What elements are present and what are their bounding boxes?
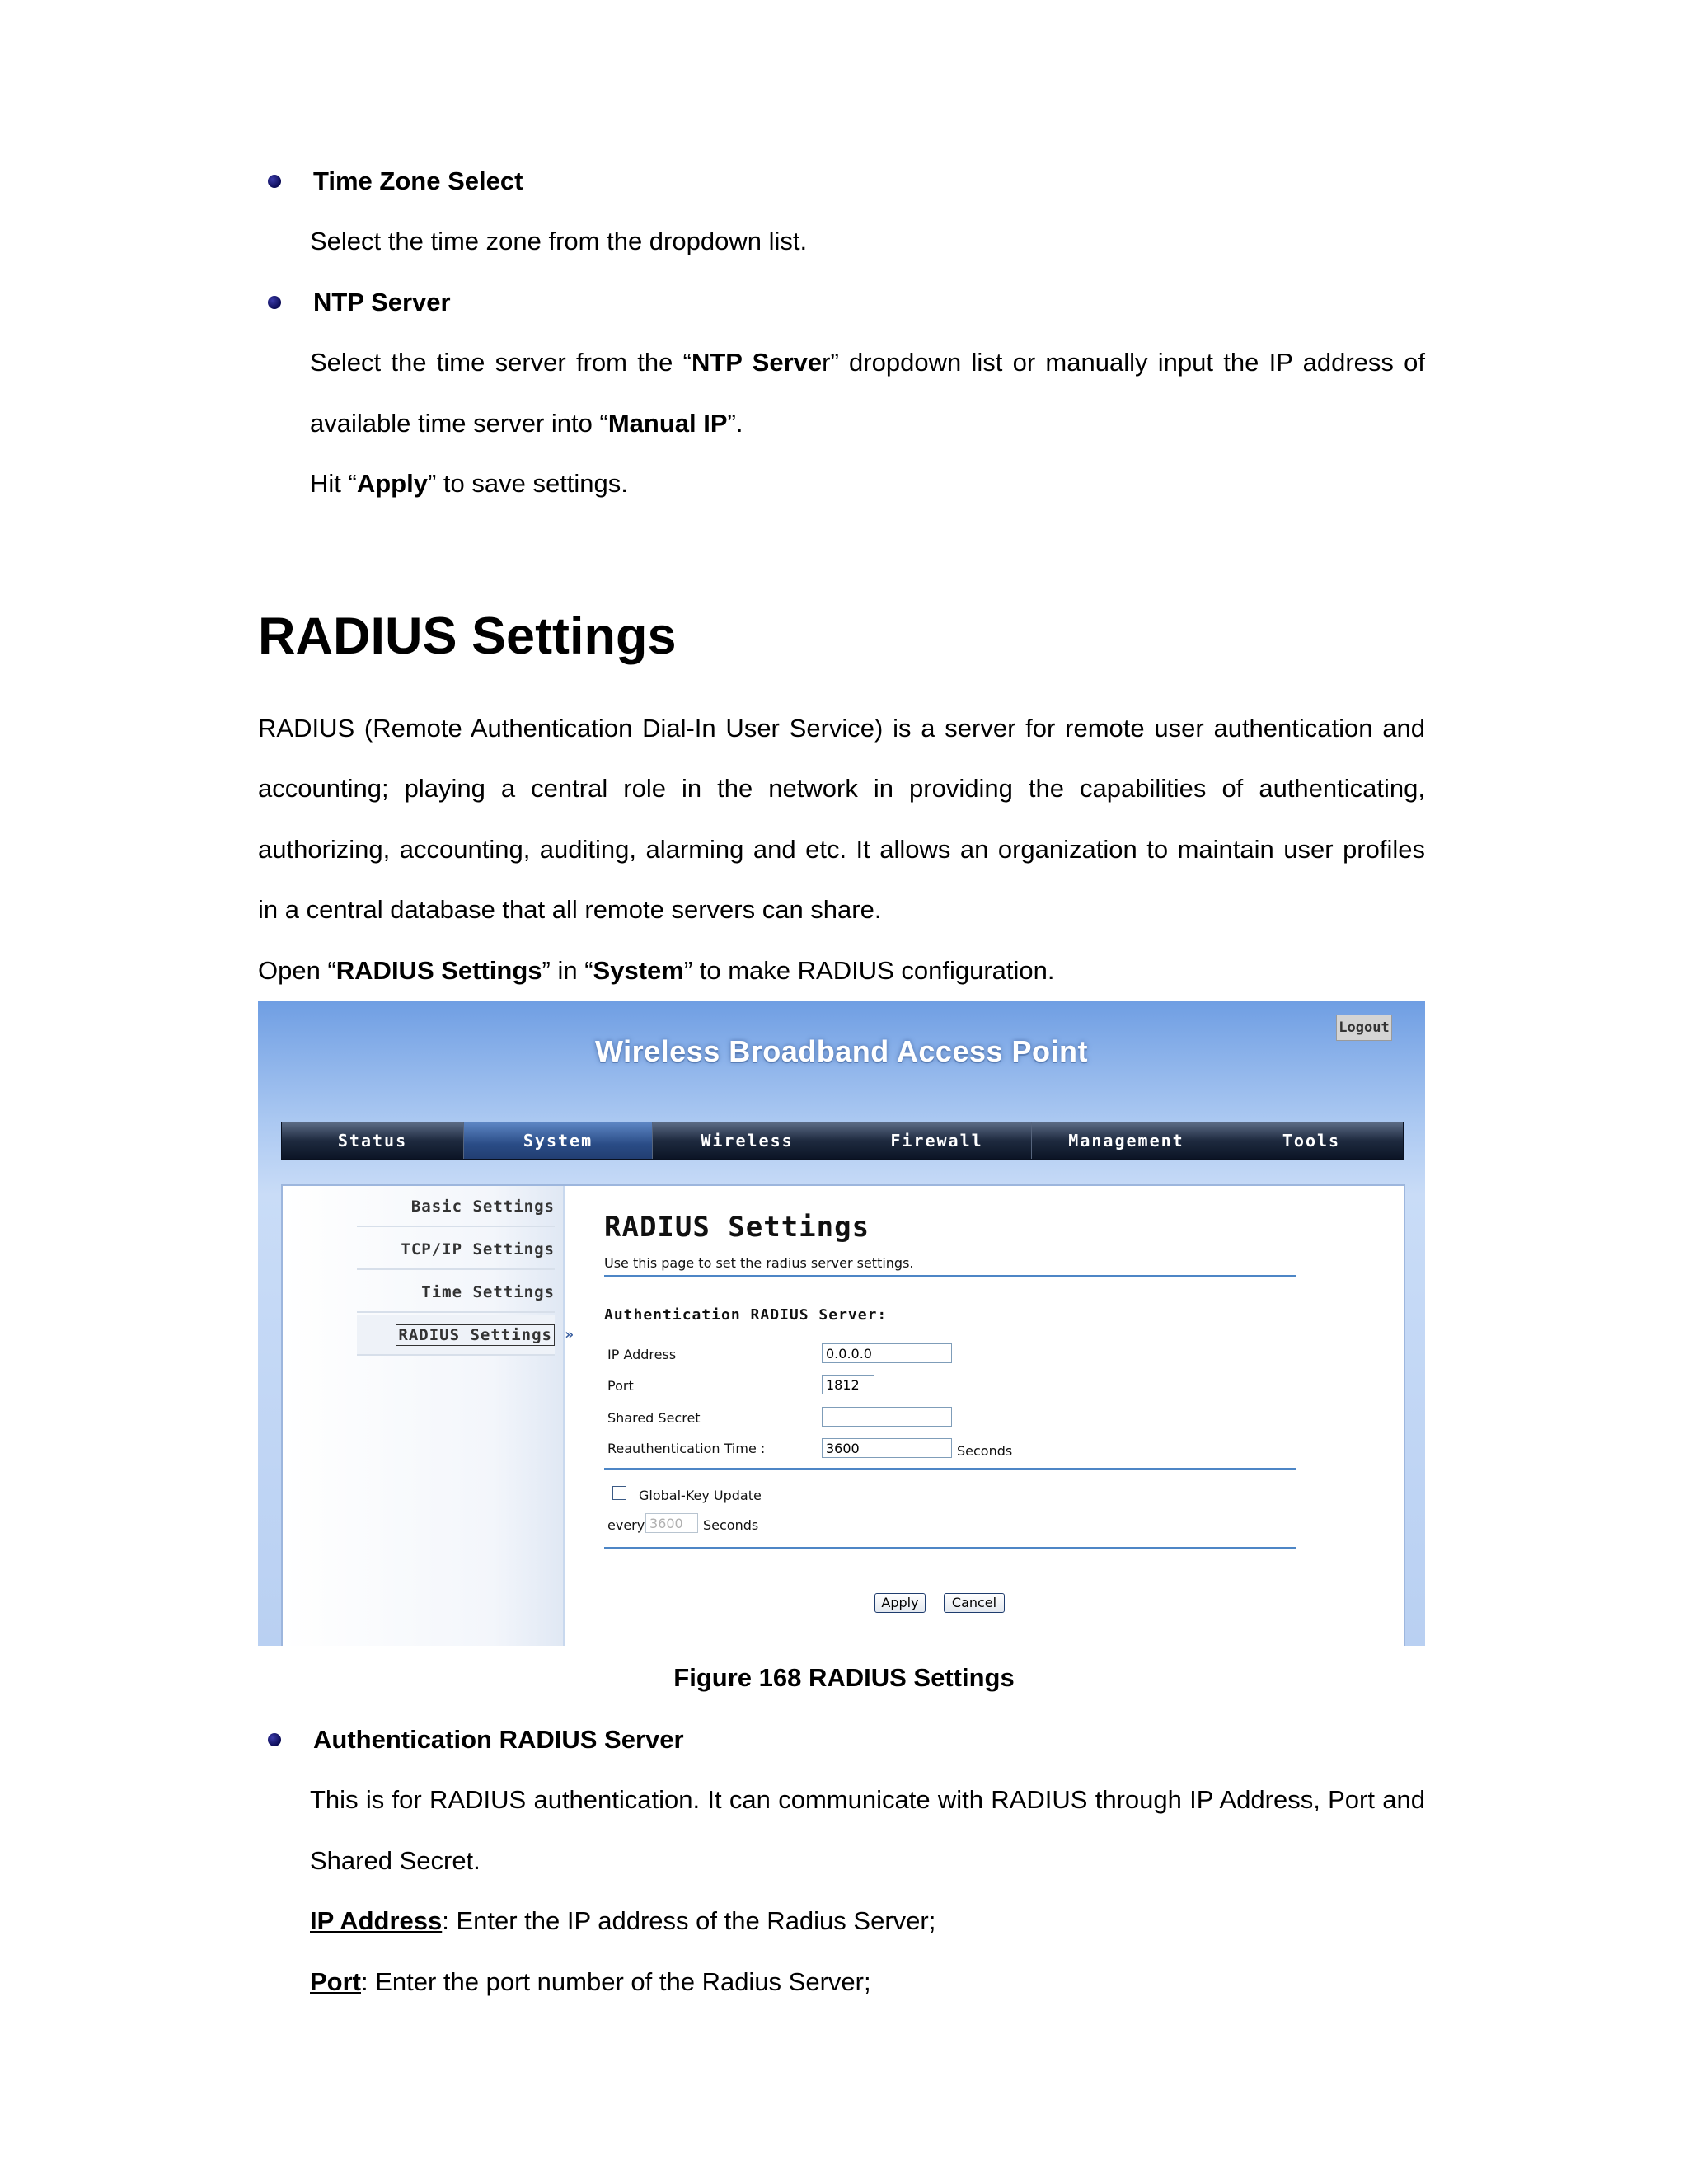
global-key-interval-input[interactable]: 3600	[645, 1513, 698, 1533]
sidebar-item-time-settings[interactable]: Time Settings	[357, 1272, 555, 1313]
tz-heading: Time Zone Select	[313, 166, 523, 195]
figure-caption: Figure 168 RADIUS Settings	[673, 1663, 1015, 1692]
auth-desc-line-2: Shared Secret.	[310, 1846, 481, 1875]
sidebar	[283, 1186, 574, 1646]
content-panel	[281, 1184, 1405, 1646]
ip-address-label: IP Address	[607, 1347, 677, 1362]
bullet-icon	[268, 175, 281, 188]
app-header-title: Wireless Broadband Access Point	[594, 1034, 1089, 1068]
port-definition: Port: Enter the port number of the Radius Server;	[310, 1967, 871, 1996]
nav-tab-firewall[interactable]: Firewall	[842, 1122, 1032, 1159]
ntp-line-2: available time server into “Manual IP”.	[310, 409, 743, 438]
para-line-4: in a central database that all remote servers can share.	[258, 895, 882, 924]
section-title: RADIUS Settings	[258, 607, 677, 665]
bullet-icon	[268, 296, 281, 309]
divider	[604, 1275, 1296, 1277]
divider	[604, 1547, 1296, 1549]
auth-desc-line-1: This is for RADIUS authentication. It can communicate with RADIUS through IP Address, Port and	[310, 1785, 1425, 1814]
ntp-heading: NTP Server	[313, 288, 451, 316]
chevron-right-icon: »	[565, 1326, 574, 1343]
logout-button[interactable]: Logout	[1336, 1015, 1392, 1041]
divider	[604, 1468, 1296, 1470]
radius-settings-screenshot	[258, 1001, 1425, 1646]
tz-description: Select the time zone from the dropdown list.	[310, 227, 808, 255]
page-title: RADIUS Settings	[604, 1211, 870, 1244]
reauth-time-label: Reauthentication Time :	[607, 1441, 766, 1456]
sidebar-item-basic-settings[interactable]: Basic Settings	[357, 1186, 555, 1227]
port-label: Port	[607, 1378, 634, 1394]
every-unit: Seconds	[703, 1517, 759, 1533]
nav-tab-tools[interactable]: Tools	[1282, 1131, 1341, 1151]
port-input[interactable]: 1812	[822, 1375, 874, 1394]
auth-heading: Authentication RADIUS Server	[313, 1725, 684, 1754]
reauth-unit: Seconds	[957, 1443, 1013, 1459]
para-line-3: authorizing, accounting, auditing, alarming and etc. It allows an organization to maintain user profiles	[258, 835, 1425, 864]
page-subtitle: Use this page to set the radius server settings.	[604, 1255, 914, 1271]
nav-tab-status[interactable]: Status	[282, 1122, 464, 1159]
nav-tab-management[interactable]: Management	[1032, 1122, 1221, 1159]
nav-tab-wireless[interactable]: Wireless	[653, 1122, 842, 1159]
shared-secret-label: Shared Secret	[607, 1410, 701, 1426]
reauth-time-input[interactable]: 3600	[822, 1438, 952, 1458]
settings-content	[604, 1186, 1346, 1646]
shared-secret-input[interactable]	[822, 1407, 952, 1427]
sidebar-item-radius-settings[interactable]: RADIUS Settings »	[357, 1315, 555, 1356]
ip-address-input[interactable]: 0.0.0.0	[822, 1343, 952, 1363]
apply-button[interactable]: Apply	[874, 1593, 926, 1613]
hit-apply-line: Hit “Apply” to save settings.	[310, 469, 628, 498]
cancel-button[interactable]: Cancel	[944, 1593, 1005, 1613]
para-line-2: accounting; playing a central role in the network in providing the capabilities of authenticating,	[258, 774, 1425, 803]
global-key-update-label: Global-Key Update	[639, 1488, 762, 1503]
every-label: every	[607, 1517, 645, 1533]
global-key-update-checkbox[interactable]	[612, 1486, 626, 1500]
ip-address-definition: IP Address: Enter the IP address of the Radius Server;	[310, 1906, 936, 1935]
bullet-icon	[268, 1733, 281, 1746]
sidebar-item-tcpip-settings[interactable]: TCP/IP Settings	[357, 1229, 555, 1270]
para-line-1: RADIUS (Remote Authentication Dial-In User Service) is a server for remote user authentication and	[258, 714, 1425, 743]
ntp-line-1: Select the time server from the “NTP Server” dropdown list or manually input the IP address of	[310, 348, 1426, 377]
nav-tab-system[interactable]: System	[464, 1122, 653, 1159]
auth-server-section-label: Authentication RADIUS Server:	[604, 1306, 888, 1324]
main-nav	[281, 1122, 1404, 1160]
open-instruction: Open “RADIUS Settings” in “System” to make RADIUS configuration.	[258, 956, 1055, 985]
